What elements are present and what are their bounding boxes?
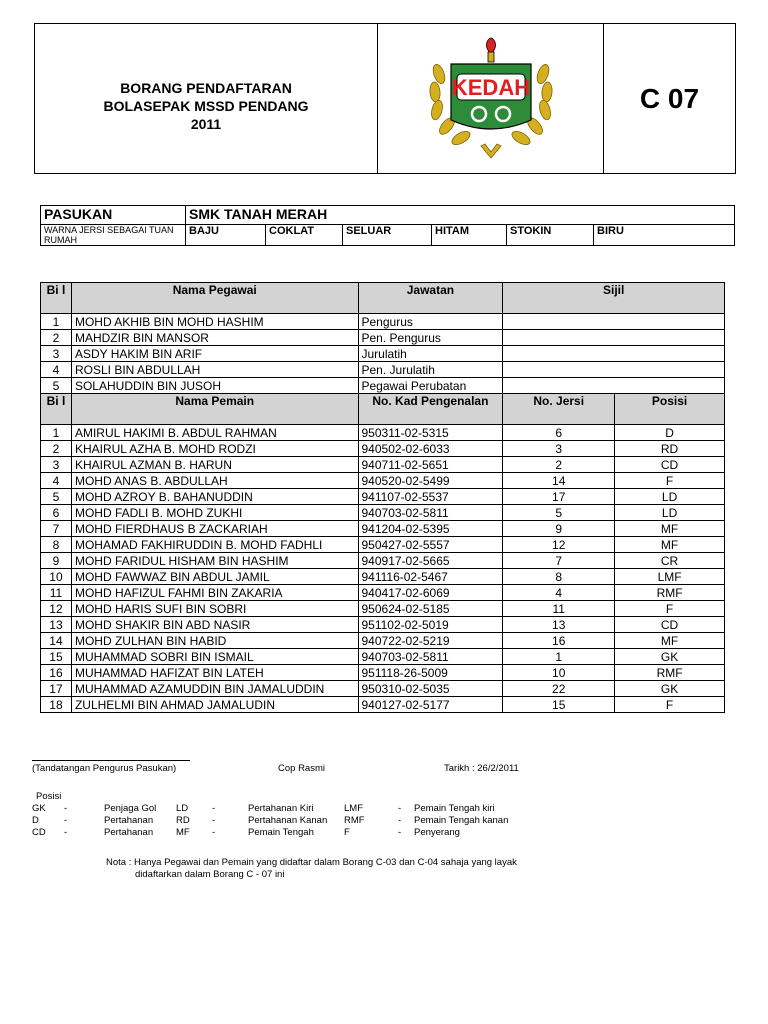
- player-posisi: CD: [615, 617, 725, 633]
- player-no-jersi: 10: [503, 665, 615, 681]
- player-posisi: RMF: [615, 585, 725, 601]
- title-line: BOLASEPAK MSSD PENDANG: [103, 97, 309, 114]
- player-kad-pengenalan: 951102-02-5019: [358, 617, 503, 633]
- official-sijil: [503, 362, 725, 378]
- legend-dash: -: [398, 827, 402, 838]
- legend-dash: -: [398, 803, 402, 814]
- logo-text: KEDAH: [451, 74, 530, 100]
- player-kad-pengenalan: 940127-02-5177: [358, 697, 503, 713]
- registration-table: [40, 282, 725, 713]
- kedah-logo: [378, 24, 604, 173]
- title-line: BORANG PENDAFTARAN: [120, 79, 292, 96]
- player-no-jersi: 17: [503, 489, 615, 505]
- player-bil: 14: [41, 633, 72, 649]
- player-row: [41, 665, 725, 681]
- player-row: [41, 457, 725, 473]
- legend-desc: Pemain Tengah: [248, 827, 314, 838]
- legend-dash: -: [212, 803, 216, 814]
- player-bil: 15: [41, 649, 72, 665]
- col-header-jawatan: Jawatan: [358, 283, 503, 314]
- signature-label: (Tandatangan Pengurus Pasukan): [32, 763, 177, 774]
- player-no-jersi: 22: [503, 681, 615, 697]
- player-nama: MOHD FIERDHAUS B ZACKARIAH: [71, 521, 358, 537]
- player-kad-pengenalan: 951118-26-5009: [358, 665, 503, 681]
- player-bil: 1: [41, 425, 72, 441]
- form-title: [35, 24, 378, 173]
- players-header-row: [41, 394, 725, 425]
- player-row: [41, 425, 725, 441]
- official-row: [41, 330, 725, 346]
- player-kad-pengenalan: 940703-02-5811: [358, 649, 503, 665]
- player-bil: 13: [41, 617, 72, 633]
- posisi-title: Posisi: [36, 791, 62, 802]
- official-sijil: [503, 330, 725, 346]
- player-bil: 11: [41, 585, 72, 601]
- player-kad-pengenalan: 950310-02-5035: [358, 681, 503, 697]
- player-posisi: GK: [615, 649, 725, 665]
- player-row: [41, 473, 725, 489]
- legend-desc: Pemain Tengah kiri: [414, 803, 495, 814]
- player-nama: KHAIRUL AZMAN B. HARUN: [71, 457, 358, 473]
- player-posisi: LD: [615, 489, 725, 505]
- player-bil: 10: [41, 569, 72, 585]
- player-kad-pengenalan: 940917-02-5665: [358, 553, 503, 569]
- player-bil: 5: [41, 489, 72, 505]
- player-row: [41, 569, 725, 585]
- player-no-jersi: 3: [503, 441, 615, 457]
- player-posisi: D: [615, 425, 725, 441]
- legend-code: MF: [176, 827, 190, 838]
- note-line: didaftarkan dalam Borang C - 07 ini: [135, 869, 285, 880]
- legend-code: RD: [176, 815, 190, 826]
- player-bil: 2: [41, 441, 72, 457]
- official-nama: ASDY HAKIM BIN ARIF: [71, 346, 358, 362]
- seluar-label: SELUAR: [343, 225, 432, 246]
- official-row: [41, 362, 725, 378]
- player-posisi: LMF: [615, 569, 725, 585]
- official-bil: 5: [41, 378, 72, 394]
- player-kad-pengenalan: 940520-02-5499: [358, 473, 503, 489]
- player-nama: MOHD FARIDUL HISHAM BIN HASHIM: [71, 553, 358, 569]
- player-row: [41, 601, 725, 617]
- player-posisi: MF: [615, 521, 725, 537]
- form-code: C 07: [639, 82, 700, 114]
- legend-dash: -: [64, 803, 68, 814]
- col-header-bil: Bi l: [41, 283, 72, 314]
- player-nama: MUHAMMAD HAFIZAT BIN LATEH: [71, 665, 358, 681]
- stokin-label: STOKIN: [507, 225, 594, 246]
- player-posisi: MF: [615, 537, 725, 553]
- official-jawatan: Pegawai Perubatan: [358, 378, 503, 394]
- legend-code: RMF: [344, 815, 365, 826]
- player-row: [41, 681, 725, 697]
- legend-desc: Pertahanan Kanan: [248, 815, 328, 826]
- legend-code: LMF: [344, 803, 363, 814]
- signature-line: [32, 760, 190, 761]
- stokin-value: BIRU: [594, 225, 735, 246]
- official-nama: ROSLI BIN ABDULLAH: [71, 362, 358, 378]
- legend-desc: Pertahanan Kiri: [248, 803, 314, 814]
- player-no-jersi: 9: [503, 521, 615, 537]
- official-bil: 1: [41, 314, 72, 330]
- player-bil: 4: [41, 473, 72, 489]
- player-kad-pengenalan: 940417-02-6069: [358, 585, 503, 601]
- legend-dash: -: [398, 815, 402, 826]
- player-nama: MOHD FADLI B. MOHD ZUKHI: [71, 505, 358, 521]
- official-row: [41, 314, 725, 330]
- col-header-posisi: Posisi: [615, 394, 725, 425]
- player-kad-pengenalan: 941107-02-5537: [358, 489, 503, 505]
- official-jawatan: Jurulatih: [358, 346, 503, 362]
- player-bil: 9: [41, 553, 72, 569]
- player-posisi: MF: [615, 633, 725, 649]
- player-no-jersi: 15: [503, 697, 615, 713]
- player-row: [41, 537, 725, 553]
- player-nama: ZULHELMI BIN AHMAD JAMALUDIN: [71, 697, 358, 713]
- player-nama: MOHD SHAKIR BIN ABD NASIR: [71, 617, 358, 633]
- player-bil: 8: [41, 537, 72, 553]
- legend-code: F: [344, 827, 350, 838]
- player-no-jersi: 8: [503, 569, 615, 585]
- player-no-jersi: 13: [503, 617, 615, 633]
- pasukan-label: PASUKAN: [41, 206, 186, 225]
- player-kad-pengenalan: 940722-02-5219: [358, 633, 503, 649]
- player-row: [41, 553, 725, 569]
- player-posisi: RMF: [615, 665, 725, 681]
- player-posisi: F: [615, 473, 725, 489]
- player-nama: KHAIRUL AZHA B. MOHD RODZI: [71, 441, 358, 457]
- team-table: [40, 205, 735, 246]
- player-kad-pengenalan: 950624-02-5185: [358, 601, 503, 617]
- legend-code: CD: [32, 827, 46, 838]
- legend-desc: Pemain Tengah kanan: [414, 815, 509, 826]
- official-bil: 3: [41, 346, 72, 362]
- legend-desc: Pertahanan: [104, 815, 154, 826]
- col-header-bil: Bi l: [41, 394, 72, 425]
- official-nama: MOHD AKHIB BIN MOHD HASHIM: [71, 314, 358, 330]
- legend-dash: -: [212, 815, 216, 826]
- player-posisi: CD: [615, 457, 725, 473]
- player-nama: MOHD HAFIZUL FAHMI BIN ZAKARIA: [71, 585, 358, 601]
- col-header-sijil: Sijil: [503, 283, 725, 314]
- player-nama: MOHD ZULHAN BIN HABID: [71, 633, 358, 649]
- player-bil: 17: [41, 681, 72, 697]
- cop-rasmi-label: Cop Rasmi: [278, 763, 325, 774]
- player-bil: 16: [41, 665, 72, 681]
- player-no-jersi: 14: [503, 473, 615, 489]
- player-posisi: F: [615, 601, 725, 617]
- tarikh-label: Tarikh : 26/2/2011: [444, 763, 519, 774]
- player-row: [41, 521, 725, 537]
- jersey-label: WARNA JERSI SEBAGAI TUAN RUMAH: [41, 225, 186, 246]
- col-header-nama-pegawai: Nama Pegawai: [71, 283, 358, 314]
- player-no-jersi: 12: [503, 537, 615, 553]
- note-line: Nota : Hanya Pegawai dan Pemain yang didaftar dalam Borang C-03 dan C-04 sahaja yang layak: [106, 857, 517, 868]
- player-no-jersi: 4: [503, 585, 615, 601]
- player-row: [41, 633, 725, 649]
- player-row: [41, 489, 725, 505]
- legend-dash: -: [212, 827, 216, 838]
- col-header-nama-pemain: Nama Pemain: [71, 394, 358, 425]
- official-nama: MAHDZIR BIN MANSOR: [71, 330, 358, 346]
- player-kad-pengenalan: 941204-02-5395: [358, 521, 503, 537]
- legend-desc: Pertahanan: [104, 827, 154, 838]
- player-no-jersi: 7: [503, 553, 615, 569]
- player-posisi: LD: [615, 505, 725, 521]
- player-no-jersi: 6: [503, 425, 615, 441]
- player-nama: MOHD HARIS SUFI BIN SOBRI: [71, 601, 358, 617]
- player-bil: 6: [41, 505, 72, 521]
- official-sijil: [503, 314, 725, 330]
- player-bil: 7: [41, 521, 72, 537]
- player-nama: MUHAMMAD AZAMUDDIN BIN JAMALUDDIN: [71, 681, 358, 697]
- official-nama: SOLAHUDDIN BIN JUSOH: [71, 378, 358, 394]
- player-kad-pengenalan: 950311-02-5315: [358, 425, 503, 441]
- official-sijil: [503, 378, 725, 394]
- official-sijil: [503, 346, 725, 362]
- pasukan-value: SMK TANAH MERAH: [186, 206, 735, 225]
- legend-desc: Penyerang: [414, 827, 460, 838]
- player-row: [41, 617, 725, 633]
- player-bil: 18: [41, 697, 72, 713]
- official-jawatan: Pen. Jurulatih: [358, 362, 503, 378]
- player-row: [41, 585, 725, 601]
- player-kad-pengenalan: 941116-02-5467: [358, 569, 503, 585]
- player-kad-pengenalan: 940711-02-5651: [358, 457, 503, 473]
- col-header-kad-pengenalan: No. Kad Pengenalan: [358, 394, 503, 425]
- official-row: [41, 346, 725, 362]
- kedah-emblem-icon: [421, 34, 561, 164]
- form-header: [34, 23, 736, 174]
- legend-code: LD: [176, 803, 189, 814]
- title-line: 2011: [190, 115, 222, 132]
- official-bil: 4: [41, 362, 72, 378]
- legend-desc: Penjaga Gol: [104, 803, 157, 814]
- player-nama: AMIRUL HAKIMI B. ABDUL RAHMAN: [71, 425, 358, 441]
- player-nama: MOHD FAWWAZ BIN ABDUL JAMIL: [71, 569, 358, 585]
- player-no-jersi: 2: [503, 457, 615, 473]
- player-nama: MOHAMAD FAKHIRUDDIN B. MOHD FADHLI: [71, 537, 358, 553]
- player-row: [41, 505, 725, 521]
- player-posisi: RD: [615, 441, 725, 457]
- player-row: [41, 697, 725, 713]
- baju-label: BAJU: [186, 225, 266, 246]
- player-posisi: GK: [615, 681, 725, 697]
- player-kad-pengenalan: 940703-02-5811: [358, 505, 503, 521]
- baju-value: COKLAT: [266, 225, 343, 246]
- legend-code: GK: [32, 803, 46, 814]
- official-bil: 2: [41, 330, 72, 346]
- legend-code: D: [32, 815, 39, 826]
- player-no-jersi: 16: [503, 633, 615, 649]
- player-no-jersi: 11: [503, 601, 615, 617]
- player-row: [41, 649, 725, 665]
- player-posisi: CR: [615, 553, 725, 569]
- seluar-value: HITAM: [432, 225, 507, 246]
- player-nama: MOHD AZROY B. BAHANUDDIN: [71, 489, 358, 505]
- player-nama: MOHD ANAS B. ABDULLAH: [71, 473, 358, 489]
- player-nama: MUHAMMAD SOBRI BIN ISMAIL: [71, 649, 358, 665]
- official-row: [41, 378, 725, 394]
- col-header-no-jersi: No. Jersi: [503, 394, 615, 425]
- official-jawatan: Pen. Pengurus: [358, 330, 503, 346]
- officials-header-row: [41, 283, 725, 314]
- player-posisi: F: [615, 697, 725, 713]
- player-kad-pengenalan: 940502-02-6033: [358, 441, 503, 457]
- legend-dash: -: [64, 827, 68, 838]
- legend-dash: -: [64, 815, 68, 826]
- player-bil: 3: [41, 457, 72, 473]
- player-no-jersi: 1: [503, 649, 615, 665]
- player-kad-pengenalan: 950427-02-5557: [358, 537, 503, 553]
- player-row: [41, 441, 725, 457]
- player-bil: 12: [41, 601, 72, 617]
- player-no-jersi: 5: [503, 505, 615, 521]
- official-jawatan: Pengurus: [358, 314, 503, 330]
